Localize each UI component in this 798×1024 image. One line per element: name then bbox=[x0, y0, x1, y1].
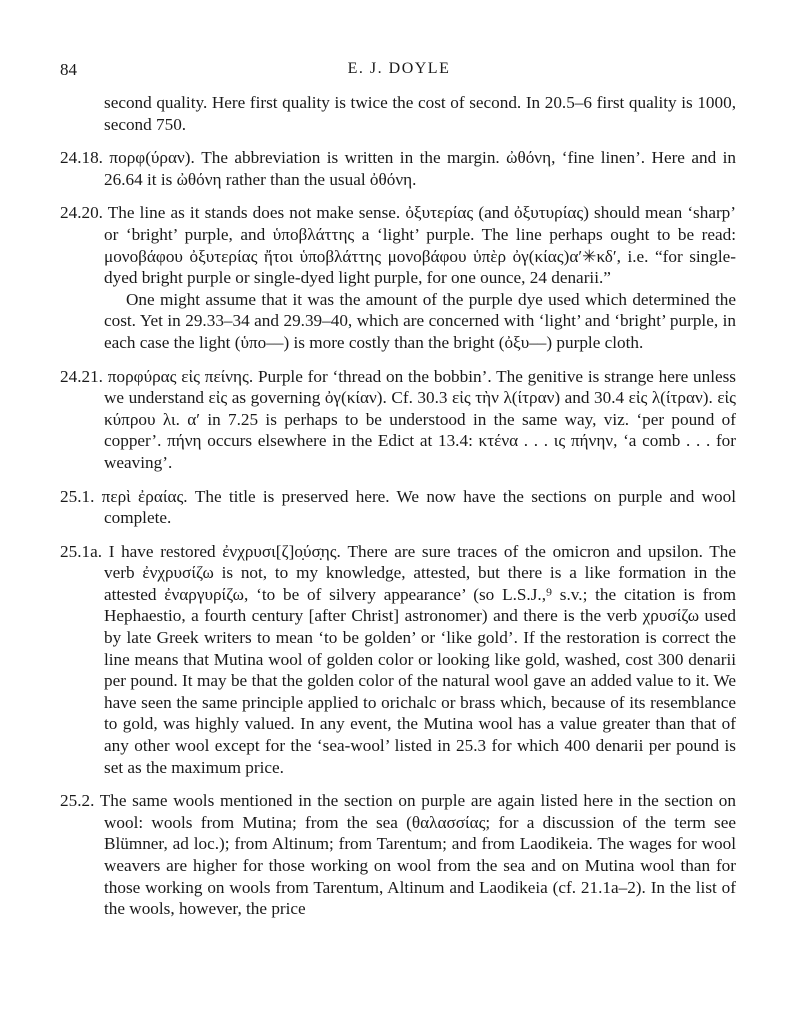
note-number: 24.18. bbox=[60, 148, 103, 168]
note-text: I have restored ἐνχρυσι[ζ]ο̣ύσ̣ης. There are sure traces of the omicron and upsilon. The verb ἐνχρυσίζω is not, to my knowledge, attested, but there is a like formation in the attested ἐναργυρίζω, ‘to be of silvery appearance’ (so L.S.J.,⁹ s.v.; the citation is from Hephaestio, a fourth century [after Christ] astronomer) and there is the verb χρυσίζω used by late Greek writers to mean ‘to be golden’ or ‘like gold’. If the restoration is correct the line means that Mutina wool of golden color or looking like gold, washed, cost 300 denarii per pound. It may be that the golden color of the natural wool gave an added value to it. We have seen the same principle applied to orichalc or brass which, because of its resemblance to gold, was highly valued. In any event, the Mutina wool has a value greater than that of any other wool except for the ‘sea-wool’ listed in 25.3 for which 400 denarii per pound is set as the maximum price. bbox=[104, 541, 736, 777]
continued-paragraph: second quality. Here first quality is twice the cost of second. In 20.5–6 first quality is 1000, second 750. bbox=[104, 93, 736, 134]
note-text: The same wools mentioned in the section on purple are again listed here in the section on wool: wools from Mutina; from the sea (θαλασσίας; for a discussion of the term see Blümner, ad loc.); from Altinum; from Tarentum; and from Laodikeia. The wages for wool weavers are higher for those working on wool from the sea and on Mutina wool than for those working on wools from Tarentum, Altinum and Laodikeia (cf. 21.1a–2). In the list of the wools, however, the price bbox=[99, 791, 736, 919]
note-24-21 bbox=[60, 366, 736, 474]
note-number: 25.1. bbox=[60, 486, 95, 506]
note-number: 24.21. bbox=[60, 366, 103, 386]
note-25-2 bbox=[60, 790, 736, 920]
note-24-18 bbox=[60, 147, 737, 190]
note-text: The line as it stands does not make sense. ὀξυτερίας (and ὀξυτυρίας) should mean ‘sharp’ or ‘bright’ purple, and ὑποβλάττης a ‘light’ purple. The line perhaps ought to be read: μονοβάφου ὀξυτερίας ἤτοι ὑποβλάττης μονοβάφου ὑπὲρ ὀγ(κίας)α′✳κδ′, i.e. “for single-dyed bright purple or single-dyed light purple, for one ounce, 24 denarii.” bbox=[104, 203, 736, 288]
note-text: πορφύρας εἰς πείνης. Purple for ‘thread on the bobbin’. The genitive is strange here unless we understand εἰς as governing ὀγ(κίαν). Cf. 30.3 εἰς τὴν λ(ίτραν) and 30.4 εἰς λ(ίτραν). εἰς κύπρου λι. α′ in 7.25 is perhaps to be understood in the same way, viz. ‘per pound of copper’. πήνη occurs elsewhere in the Edict at 13.4: κτένα . . . ις πήνην, ‘a comb . . . for weaving’. bbox=[104, 366, 736, 472]
note-text: πορφ(ύραν). The abbreviation is written in the margin. ὠθόνη, ‘fine linen’. Here and in 26.64 it is ὠθόνη rather than the usual ὀθόνη. bbox=[104, 148, 737, 189]
note-25-1 bbox=[60, 486, 737, 529]
note-25-1a bbox=[60, 541, 736, 779]
body-text bbox=[60, 92, 736, 920]
note-24-20 bbox=[60, 202, 736, 288]
running-head: E. J. DOYLE bbox=[347, 60, 451, 77]
note-text: περὶ ἐραίας. The title is preserved here. We now have the sections on purple and wool complete. bbox=[101, 486, 737, 528]
note-number: 25.2. bbox=[60, 791, 95, 811]
note-number: 24.20. bbox=[60, 203, 103, 223]
note-number: 25.1a. bbox=[60, 541, 103, 561]
note-24-20-continuation: One might assume that it was the amount of the purple dye used which determined the cost. Yet in 29.33–34 and 29.39–40, which are concerned with ‘light’ and ‘bright’ purple, in each case the light (ὑπο––) is more costly than the bright (ὀξυ––) purple cloth. bbox=[104, 289, 736, 352]
page-number: 84 bbox=[60, 60, 77, 79]
